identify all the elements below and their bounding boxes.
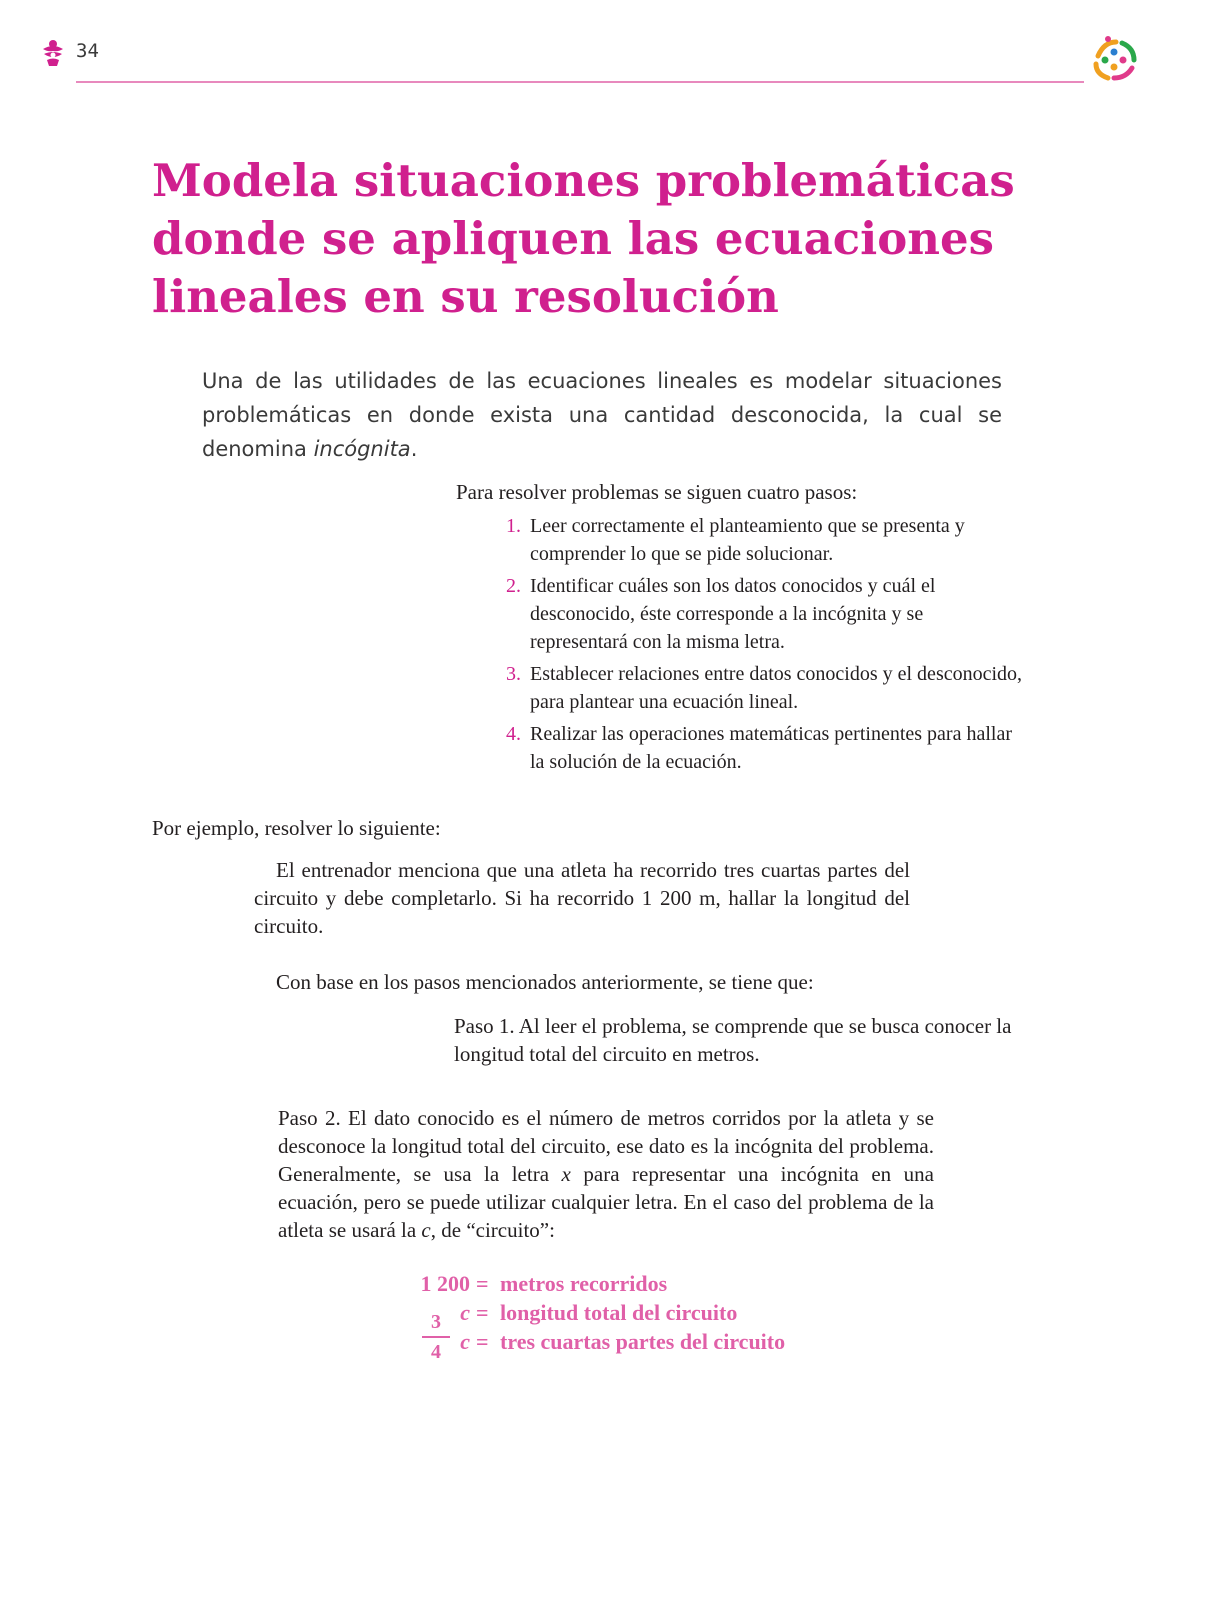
step-text: Identificar cuáles son los datos conocidos y cuál el desconocido, éste corresponde a la incógnita y se representará con la misma letra. [530,575,936,653]
equation-rhs: tres cuartas partes del circuito [500,1329,786,1354]
intro-text-end: . [410,437,418,461]
variable-c: c [460,1329,470,1354]
step-1-paragraph: Paso 1. Al leer el problema, se comprende que se busca conocer la longitud total del circuito en metros. [454,1014,1012,1066]
equation-rhs: metros recorridos [500,1271,668,1296]
based-on-text: Con base en los pasos mencionados anteriormente, se tiene que: [276,970,814,994]
step-number: 3. [506,663,521,685]
step-2-text: , de “circuito”: [430,1218,555,1242]
intro-italic-term: incógnita [313,437,411,461]
list-item [504,512,1024,568]
steps-list [504,512,1024,780]
steps-heading: Para resolver problemas se siguen cuatro pasos: [456,480,858,504]
variable-c: c [460,1300,470,1325]
title-line-3: lineales en su resolución [152,270,779,323]
variable-c: c [421,1218,431,1242]
step-2-paragraph [278,1104,934,1244]
page-number: 34 [76,40,99,62]
equation-lhs [400,1328,470,1356]
equation-rhs: longitud total del circuito [500,1300,738,1325]
step-text: Realizar las operaciones matemáticas pertinentes para hallar la solución de la ecuación. [530,723,1012,773]
step-number: 1. [506,515,521,537]
step-2-text: Paso 2. El dato conocido es el número de metros corridos por la atleta y se desconoce la longitud total del circuito, ese dato es la incógnita del problema. Generalmente, se usa la letra [278,1106,934,1186]
fraction-denominator: 4 [431,1341,441,1363]
step-number: 2. [506,575,521,597]
header-rule [76,81,1084,83]
variable-x: x [561,1162,571,1186]
fraction-numerator: 3 [431,1311,441,1333]
list-item [504,572,1024,656]
page-title [152,152,1052,326]
equation-lhs: 1 200 [420,1271,470,1296]
problem-statement: El entrenador menciona que una atleta ha recorrido tres cuartas partes del circuito y debe completarlo. Si ha recorrido 1 200 m, hallar la longitud del circuito. [254,858,910,938]
step-2-text: para representar una incógnita en una ecuación, pero se puede utilizar cualquier letra. En el caso del problema de la atleta se usará la [278,1162,934,1242]
example-intro: Por ejemplo, resolver lo siguiente: [152,816,441,840]
step-number: 4. [506,723,521,745]
equals-sign: = [476,1329,489,1354]
title-line-1: Modela situaciones problemáticas [152,154,1015,207]
list-item [504,720,1024,776]
page-header [0,0,1214,100]
step-text: Establecer relaciones entre datos conocidos y el desconocido, para plantear una ecuación lineal. [530,663,1023,713]
intro-paragraph [202,364,1002,466]
title-line-2: donde se apliquen las ecuaciones [152,212,994,265]
flower-ornament-icon [40,38,66,68]
equals-sign: = [476,1271,489,1296]
list-item [504,660,1024,716]
equation-block [400,1270,860,1370]
colorful-people-circle-logo [1088,34,1140,86]
intro-text: Una de las utilidades de las ecuaciones lineales es modelar situaciones problemáticas en donde exista una cantidad desconocida, la cual se denomina [202,369,1002,461]
step-text: Leer correctamente el planteamiento que se presenta y comprender lo que se pide solucionar. [530,515,965,565]
equals-sign: = [476,1300,489,1325]
